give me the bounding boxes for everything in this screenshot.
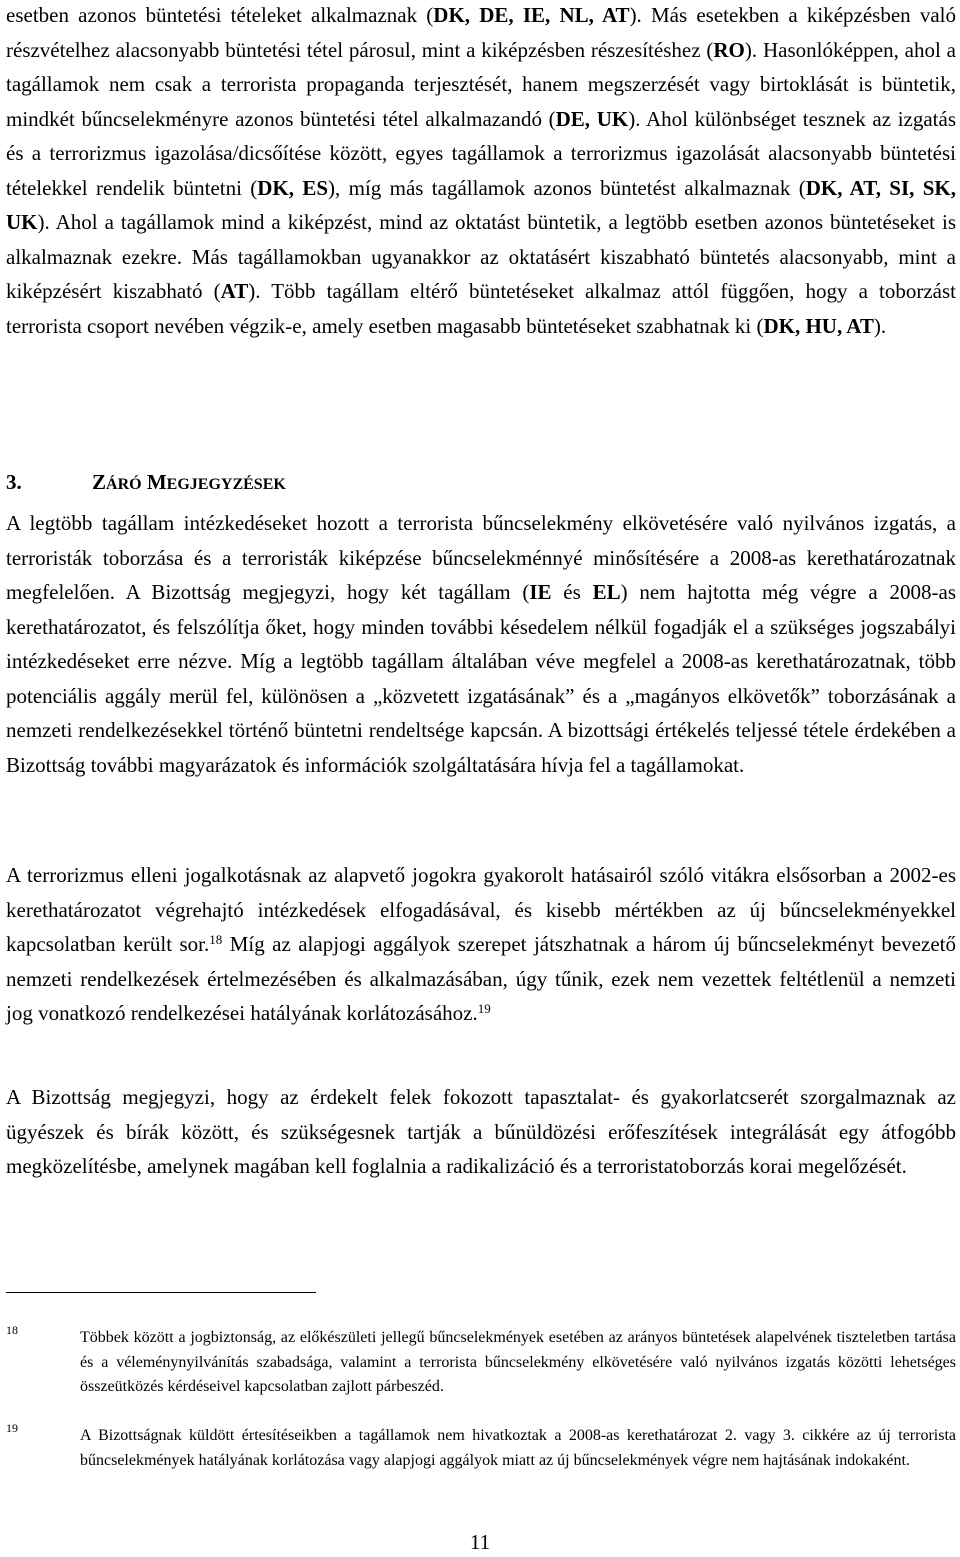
text-run: ). Hasonlóképpen, ahol a tagállamok nem csak a terrorista propaganda terjesztését, hanem megszerzését vagy birtoklását is büntetik, mindkét bűncselekményre azonos büntetési tétel alkalmazandó ( xyxy=(6,37,957,131)
text-run: ). Ahol különbséget tesznek az izgatás és a terrorizmus igazolása/dicsőítése között, egyes tagállamok a terrorizmus igazolását alacsonyabb büntetési tételekkel rendelik büntetni ( xyxy=(6,106,956,200)
heading-word-1-rest: ÁRÓ xyxy=(106,476,142,493)
footnote-19-text: A Bizottságnak küldött értesítéseikben a tagállamok nem hivatkoztak a 2008-as kerethatározat 2. vagy 3. cikkére az új terrorista bűncselekmények hatályának korlátozása vagy alapjogi aggályok miatt az új bűncselekmények végre nem hajtásának indokaként. xyxy=(80,1427,956,1469)
footnote-18-text: Többek között a jogbiztonság, az előkészületi jellegű bűncselekmények esetében az arányos büntetések alapelvének tiszteletben tartása és a véleménynyilvánítás szabadsága, valamint a terrorista bűncselekmény elkövetésére való nyilvános izgatás közötti lehetséges összeütközés kérdéseivel kapcsolatban zajlott párbeszéd. xyxy=(80,1329,956,1395)
text-run: ). Ahol a tagállamok mind a kiképzést, mind az oktatást büntetik, a legtöbb esetben azonos büntetéseket is alkalmaznak ezekre. Más tagállamokban ugyanakkor az oktatásért kiszabható büntetés alacsonyabb, mint a kiképzésért kiszabható ( xyxy=(6,210,956,303)
paragraph-commission-notes xyxy=(6,1080,956,1184)
footnote-18 xyxy=(6,1323,956,1400)
text-run: ). Több tagállam eltérő büntetéseket alkalmaz attól függően, hogy a toborzást terrorista csoport nevében végzik-e, amely esetben magasabb büntetéseket szabhatnak ki ( xyxy=(6,279,956,338)
country-codes: EL xyxy=(592,580,621,604)
country-codes: DE, UK xyxy=(555,106,629,131)
paragraph-conclusions xyxy=(6,506,956,782)
paragraph-penalties xyxy=(6,0,956,343)
text-run: A Bizottság megjegyzi, hogy az érdekelt felek fokozott tapasztalat- és gyakorlatcserét szorgalmaznak az ügyészek és bírák között, és szükségesnek tartják a bűnüldözési erőfeszítések integrálását egy átfogóbb megközelítésbe, amelynek magában kell foglalnia a radikalizáció és a terroristatoborzás korai megelőzését. xyxy=(6,1085,956,1178)
section-heading xyxy=(6,465,286,502)
footnote-separator xyxy=(6,1292,316,1293)
text-run: ), míg más tagállamok azonos büntetést alkalmaznak ( xyxy=(328,175,806,200)
footnote-ref: 19 xyxy=(477,1001,491,1016)
heading-letter-m: M xyxy=(146,470,167,494)
heading-word-2-rest: EGJEGYZÉSEK xyxy=(166,476,286,493)
text-run: A terrorizmus elleni jogalkotásnak az alapvető jogokra gyakorolt hatásairól szóló vitákra elsősorban a 2002-es kerethatározatot végrehajtó intézkedések elfogadásával, és kisebb mértékben az új bűncselekményekkel kapcsolatban került sor. xyxy=(6,863,956,956)
section-number: 3. xyxy=(6,470,22,494)
footnote-ref: 18 xyxy=(209,932,223,947)
footnote-19 xyxy=(6,1421,956,1473)
text-run: A legtöbb tagállam intézkedéseket hozott a terrorista bűncselekmény elkövetésére való nyilvános izgatás, a terroristák toborzása és a terroristák kiképzése bűncselekménnyé minősítésére a 2008-as kerethatározatnak megfelelően. A Bizottság megjegyzi, hogy két tagállam ( xyxy=(6,511,956,604)
text-run: ). xyxy=(873,313,887,338)
country-codes: AT xyxy=(220,279,249,303)
text-run: esetben azonos büntetési tételeket alkalmaznak ( xyxy=(6,3,434,27)
country-codes: RO xyxy=(713,37,745,62)
country-codes: DK, HU, AT xyxy=(763,313,874,338)
country-codes: DK, AT, SI, SK, UK xyxy=(6,175,956,234)
country-codes: DK, DE, IE, NL, AT xyxy=(433,3,630,27)
country-codes: IE xyxy=(529,580,552,604)
text-run: és xyxy=(551,580,593,604)
footnote-18-mark: 18 xyxy=(6,1323,18,1337)
footnote-19-mark: 19 xyxy=(6,1421,18,1435)
text-run: ) nem hajtotta még végre a 2008-as kerethatározatot, és felszólítja őket, hogy minden további késedelem nélkül fogadják el a szükséges jogszabályi intézkedéseket erre nézve. Míg a legtöbb tagállam általában véve megfelel a 2008-as kerethatározatnak, több potenciális aggály merül fel, különösen a „közvetett izgatásának” és a „magányos elkövetők” toborzásának a nemzeti rendelkezésekkel történő büntetni rendeltsége kapcsán. A bizottsági értékelés teljessé tétele érdekében a Bizottság további magyarázatok és információk szolgáltatására hívja fel a tagállamokat. xyxy=(6,580,956,777)
paragraph-fundamental-rights xyxy=(6,858,956,1031)
country-codes: DK, ES xyxy=(257,175,329,200)
text-run: ). Más esetekben a kiképzésben való részvételhez alacsonyabb büntetési tétel párosul, mint a kiképzésben részesítéshez ( xyxy=(6,3,956,62)
heading-letter-z: Z xyxy=(92,470,107,494)
text-run: Míg az alapjogi aggályok szerepet játszhatnak a három új bűncselekményt bevezető nemzeti rendelkezések értelmezésében és alkalmazásában, úgy tűnik, ezek nem vezettek feltétlenül a nemzeti jog vonatkozó rendelkezései hatályának korlátozásához. xyxy=(6,932,956,1025)
page-number: 11 xyxy=(469,1530,491,1554)
